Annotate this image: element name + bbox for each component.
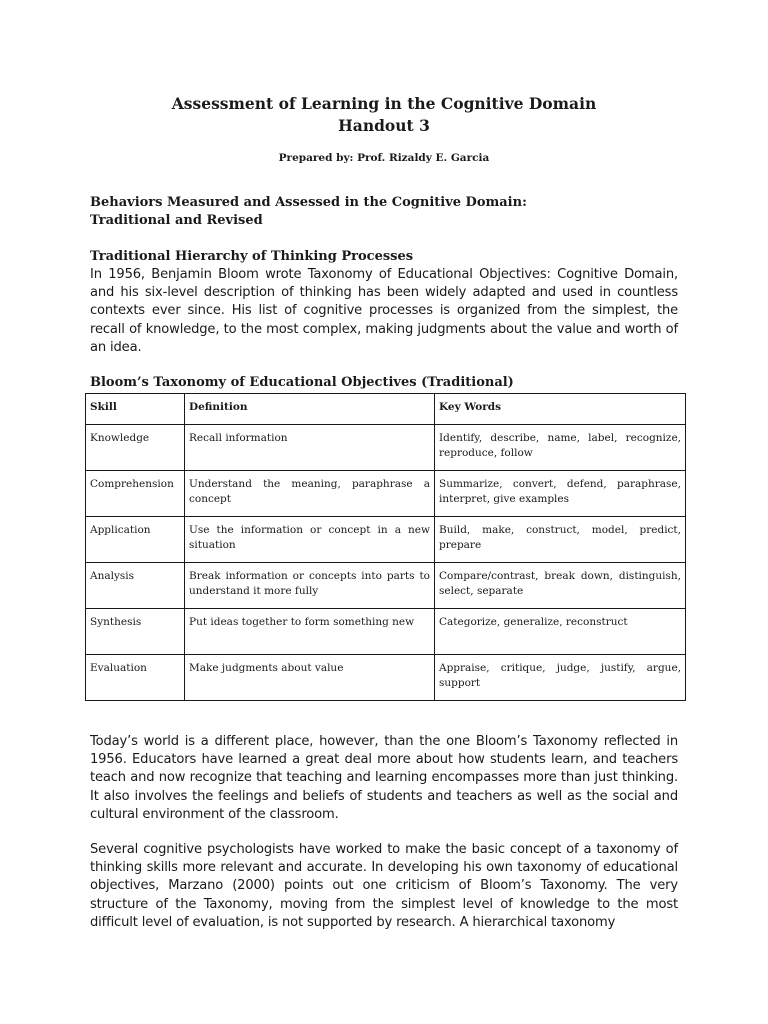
- cell-skill: Application: [86, 517, 185, 563]
- prepared-by: Prepared by: Prof. Rizaldy E. Garcia: [278, 152, 490, 164]
- cell-skill: Evaluation: [86, 655, 185, 701]
- cell-definition: Put ideas together to form something new: [185, 609, 435, 655]
- header-skill: Skill: [86, 394, 185, 425]
- cell-skill: Synthesis: [86, 609, 185, 655]
- cell-skill: Comprehension: [86, 471, 185, 517]
- cell-skill: Analysis: [86, 563, 185, 609]
- cell-definition: Make judgments about value: [185, 655, 435, 701]
- subheading-traditional: Traditional Hierarchy of Thinking Processes: [90, 249, 414, 264]
- cell-definition: Recall information: [185, 425, 435, 471]
- table-row: [86, 425, 686, 471]
- document-title: Assessment of Learning in the Cognitive Domain: [171, 94, 597, 113]
- header-definition: Definition: [185, 394, 435, 425]
- table-row: [86, 655, 686, 701]
- table-row: [86, 517, 686, 563]
- cell-keywords: Appraise, critique, judge, justify, argue, support: [435, 655, 686, 701]
- table-row: [86, 609, 686, 655]
- table-row: [86, 563, 686, 609]
- cell-keywords: Categorize, generalize, reconstruct: [435, 609, 686, 655]
- paragraph-todays-world: Today’s world is a different place, however, than the one Bloom’s Taxonomy reflected in 1956. Educators have learned a great deal more about how students learn, and teachers teach and now recognize that teaching and learning encompasses more than just thinking. It also involves the feelings and beliefs of students and teachers as well as the social and cultural environment of the classroom.: [90, 734, 678, 822]
- bloom-taxonomy-table: [85, 393, 686, 701]
- cell-keywords: Summarize, convert, defend, paraphrase, interpret, give examples: [435, 471, 686, 517]
- cell-definition: Understand the meaning, paraphrase a concept: [185, 471, 435, 517]
- paragraph-cognitive-psychologists: Several cognitive psychologists have worked to make the basic concept of a taxonomy of thinking skills more relevant and accurate. In developing his own taxonomy of educational objectives, Marzano (2000) points out one criticism of Bloom’s Taxonomy. The very structure of the Taxonomy, moving from the simplest level of knowledge to the most difficult level of evaluation, is not supported by research. A hierarchical taxonomy: [90, 842, 678, 930]
- cell-definition: Break information or concepts into parts to understand it more fully: [185, 563, 435, 609]
- cell-definition: Use the information or concept in a new situation: [185, 517, 435, 563]
- header-key-words: Key Words: [435, 394, 686, 425]
- table-row: [86, 471, 686, 517]
- table-caption: Bloom’s Taxonomy of Educational Objectives (Traditional): [90, 375, 514, 390]
- cell-keywords: Compare/contrast, break down, distinguish, select, separate: [435, 563, 686, 609]
- document-subtitle: Handout 3: [338, 116, 430, 135]
- paragraph-intro: In 1956, Benjamin Bloom wrote Taxonomy of Educational Objectives: Cognitive Domain, and his six-level description of thinking has been widely adapted and used in countless contexts ever since. His list of cognitive processes is organized from the simplest, the recall of knowledge, to the most complex, making judgments about the value and worth of an idea.: [90, 267, 678, 355]
- cell-skill: Knowledge: [86, 425, 185, 471]
- cell-keywords: Identify, describe, name, label, recognize, reproduce, follow: [435, 425, 686, 471]
- section-heading-line2: Traditional and Revised: [90, 213, 263, 228]
- section-heading-line1: Behaviors Measured and Assessed in the Cognitive Domain:: [90, 195, 527, 210]
- table-header-row: [86, 394, 686, 425]
- cell-keywords: Build, make, construct, model, predict, prepare: [435, 517, 686, 563]
